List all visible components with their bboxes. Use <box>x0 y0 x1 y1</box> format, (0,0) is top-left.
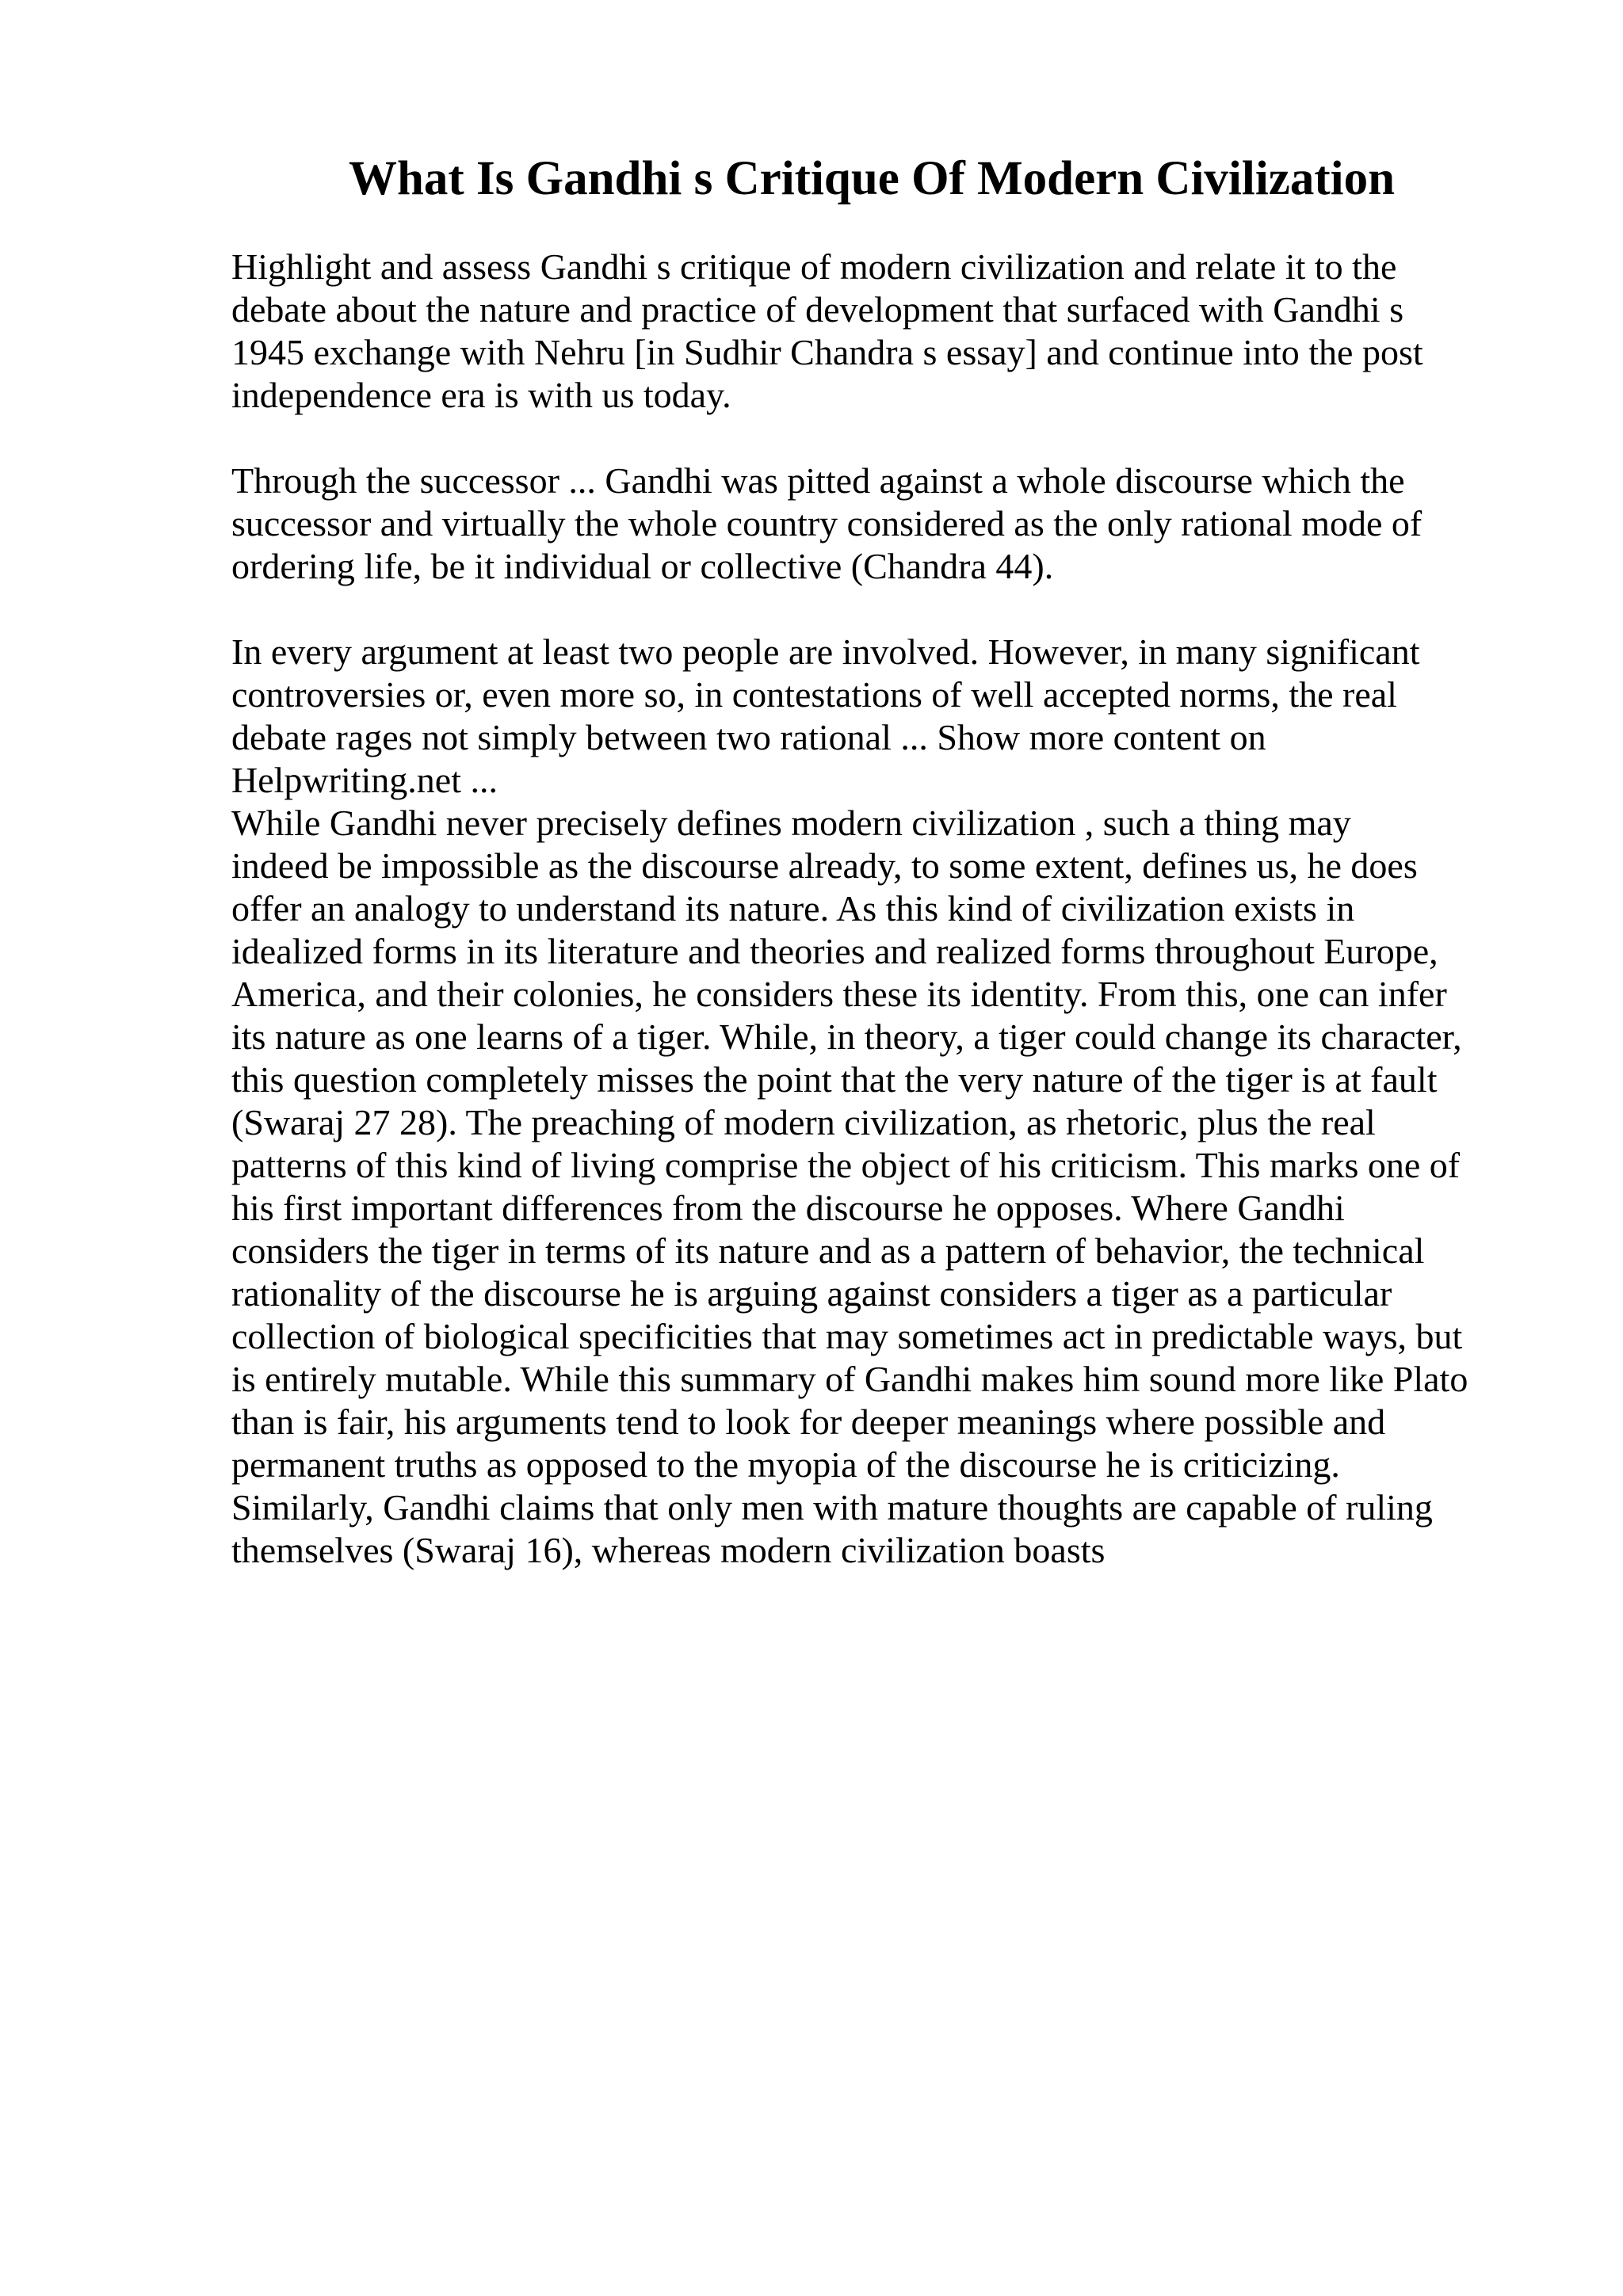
text-line: controversies or, even more so, in contestations of well accepted norms, the real <box>231 674 1397 715</box>
text-line: idealized forms in its literature and theories and realized forms throughout Europe, <box>231 931 1438 971</box>
paragraph-spacer <box>231 588 1507 631</box>
paragraph-spacer <box>231 417 1507 460</box>
document-title: What Is Gandhi s Critique Of Modern Civilization <box>348 152 1396 205</box>
text-line: (Swaraj 27 28). The preaching of modern civilization, as rhetoric, plus the real <box>231 1102 1376 1142</box>
text-line: ordering life, be it individual or collective (Chandra 44). <box>231 546 1054 586</box>
text-line: collection of biological specificities that may sometimes act in predictable ways, but <box>231 1316 1463 1356</box>
paragraph-successor <box>231 460 1507 588</box>
text-line: this question completely misses the point that the very nature of the tiger is at fault <box>231 1059 1438 1100</box>
paragraph-analysis <box>231 802 1507 1572</box>
text-line: offer an analogy to understand its nature. As this kind of civilization exists in <box>231 888 1355 929</box>
text-line: Highlight and assess Gandhi s critique of modern civilization and relate it to the <box>231 246 1397 287</box>
text-line: In every argument at least two people are involved. However, in many significant <box>231 631 1420 672</box>
text-line: While Gandhi never precisely defines modern civilization , such a thing may <box>231 803 1351 843</box>
text-line: Similarly, Gandhi claims that only men with mature thoughts are capable of ruling <box>231 1487 1433 1527</box>
text-line: than is fair, his arguments tend to look for deeper meanings where possible and <box>231 1402 1386 1442</box>
text-line: themselves (Swaraj 16), whereas modern civilization boasts <box>231 1530 1106 1570</box>
text-line: Through the successor ... Gandhi was pitted against a whole discourse which the <box>231 460 1405 501</box>
text-line: permanent truths as opposed to the myopia of the discourse he is criticizing. <box>231 1444 1340 1485</box>
paragraph-argument <box>231 631 1507 802</box>
paragraph-intro <box>231 246 1507 417</box>
text-line: debate about the nature and practice of development that surfaced with Gandhi s <box>231 289 1404 330</box>
text-line: rationality of the discourse he is arguing against considers a tiger as a particular <box>231 1273 1392 1314</box>
text-line: considers the tiger in terms of its nature and as a pattern of behavior, the technical <box>231 1230 1425 1271</box>
document-body <box>231 246 1507 1572</box>
text-line: independence era is with us today. <box>231 375 731 415</box>
text-line: indeed be impossible as the discourse already, to some extent, defines us, he does <box>231 845 1418 886</box>
text-line: Helpwriting.net ... <box>231 760 498 800</box>
text-line: its nature as one learns of a tiger. While, in theory, a tiger could change its character, <box>231 1016 1462 1057</box>
text-line: patterns of this kind of living comprise the object of his criticism. This marks one of <box>231 1145 1461 1185</box>
text-line: his first important differences from the discourse he opposes. Where Gandhi <box>231 1188 1345 1228</box>
text-line: successor and virtually the whole country considered as the only rational mode of <box>231 503 1423 543</box>
text-line: America, and their colonies, he considers these its identity. From this, one can infer <box>231 974 1447 1014</box>
text-line: debate rages not simply between two rational ... Show more content on <box>231 717 1266 757</box>
text-line: is entirely mutable. While this summary of Gandhi makes him sound more like Plato <box>231 1359 1468 1399</box>
text-line: 1945 exchange with Nehru [in Sudhir Chandra s essay] and continue into the post <box>231 332 1423 372</box>
